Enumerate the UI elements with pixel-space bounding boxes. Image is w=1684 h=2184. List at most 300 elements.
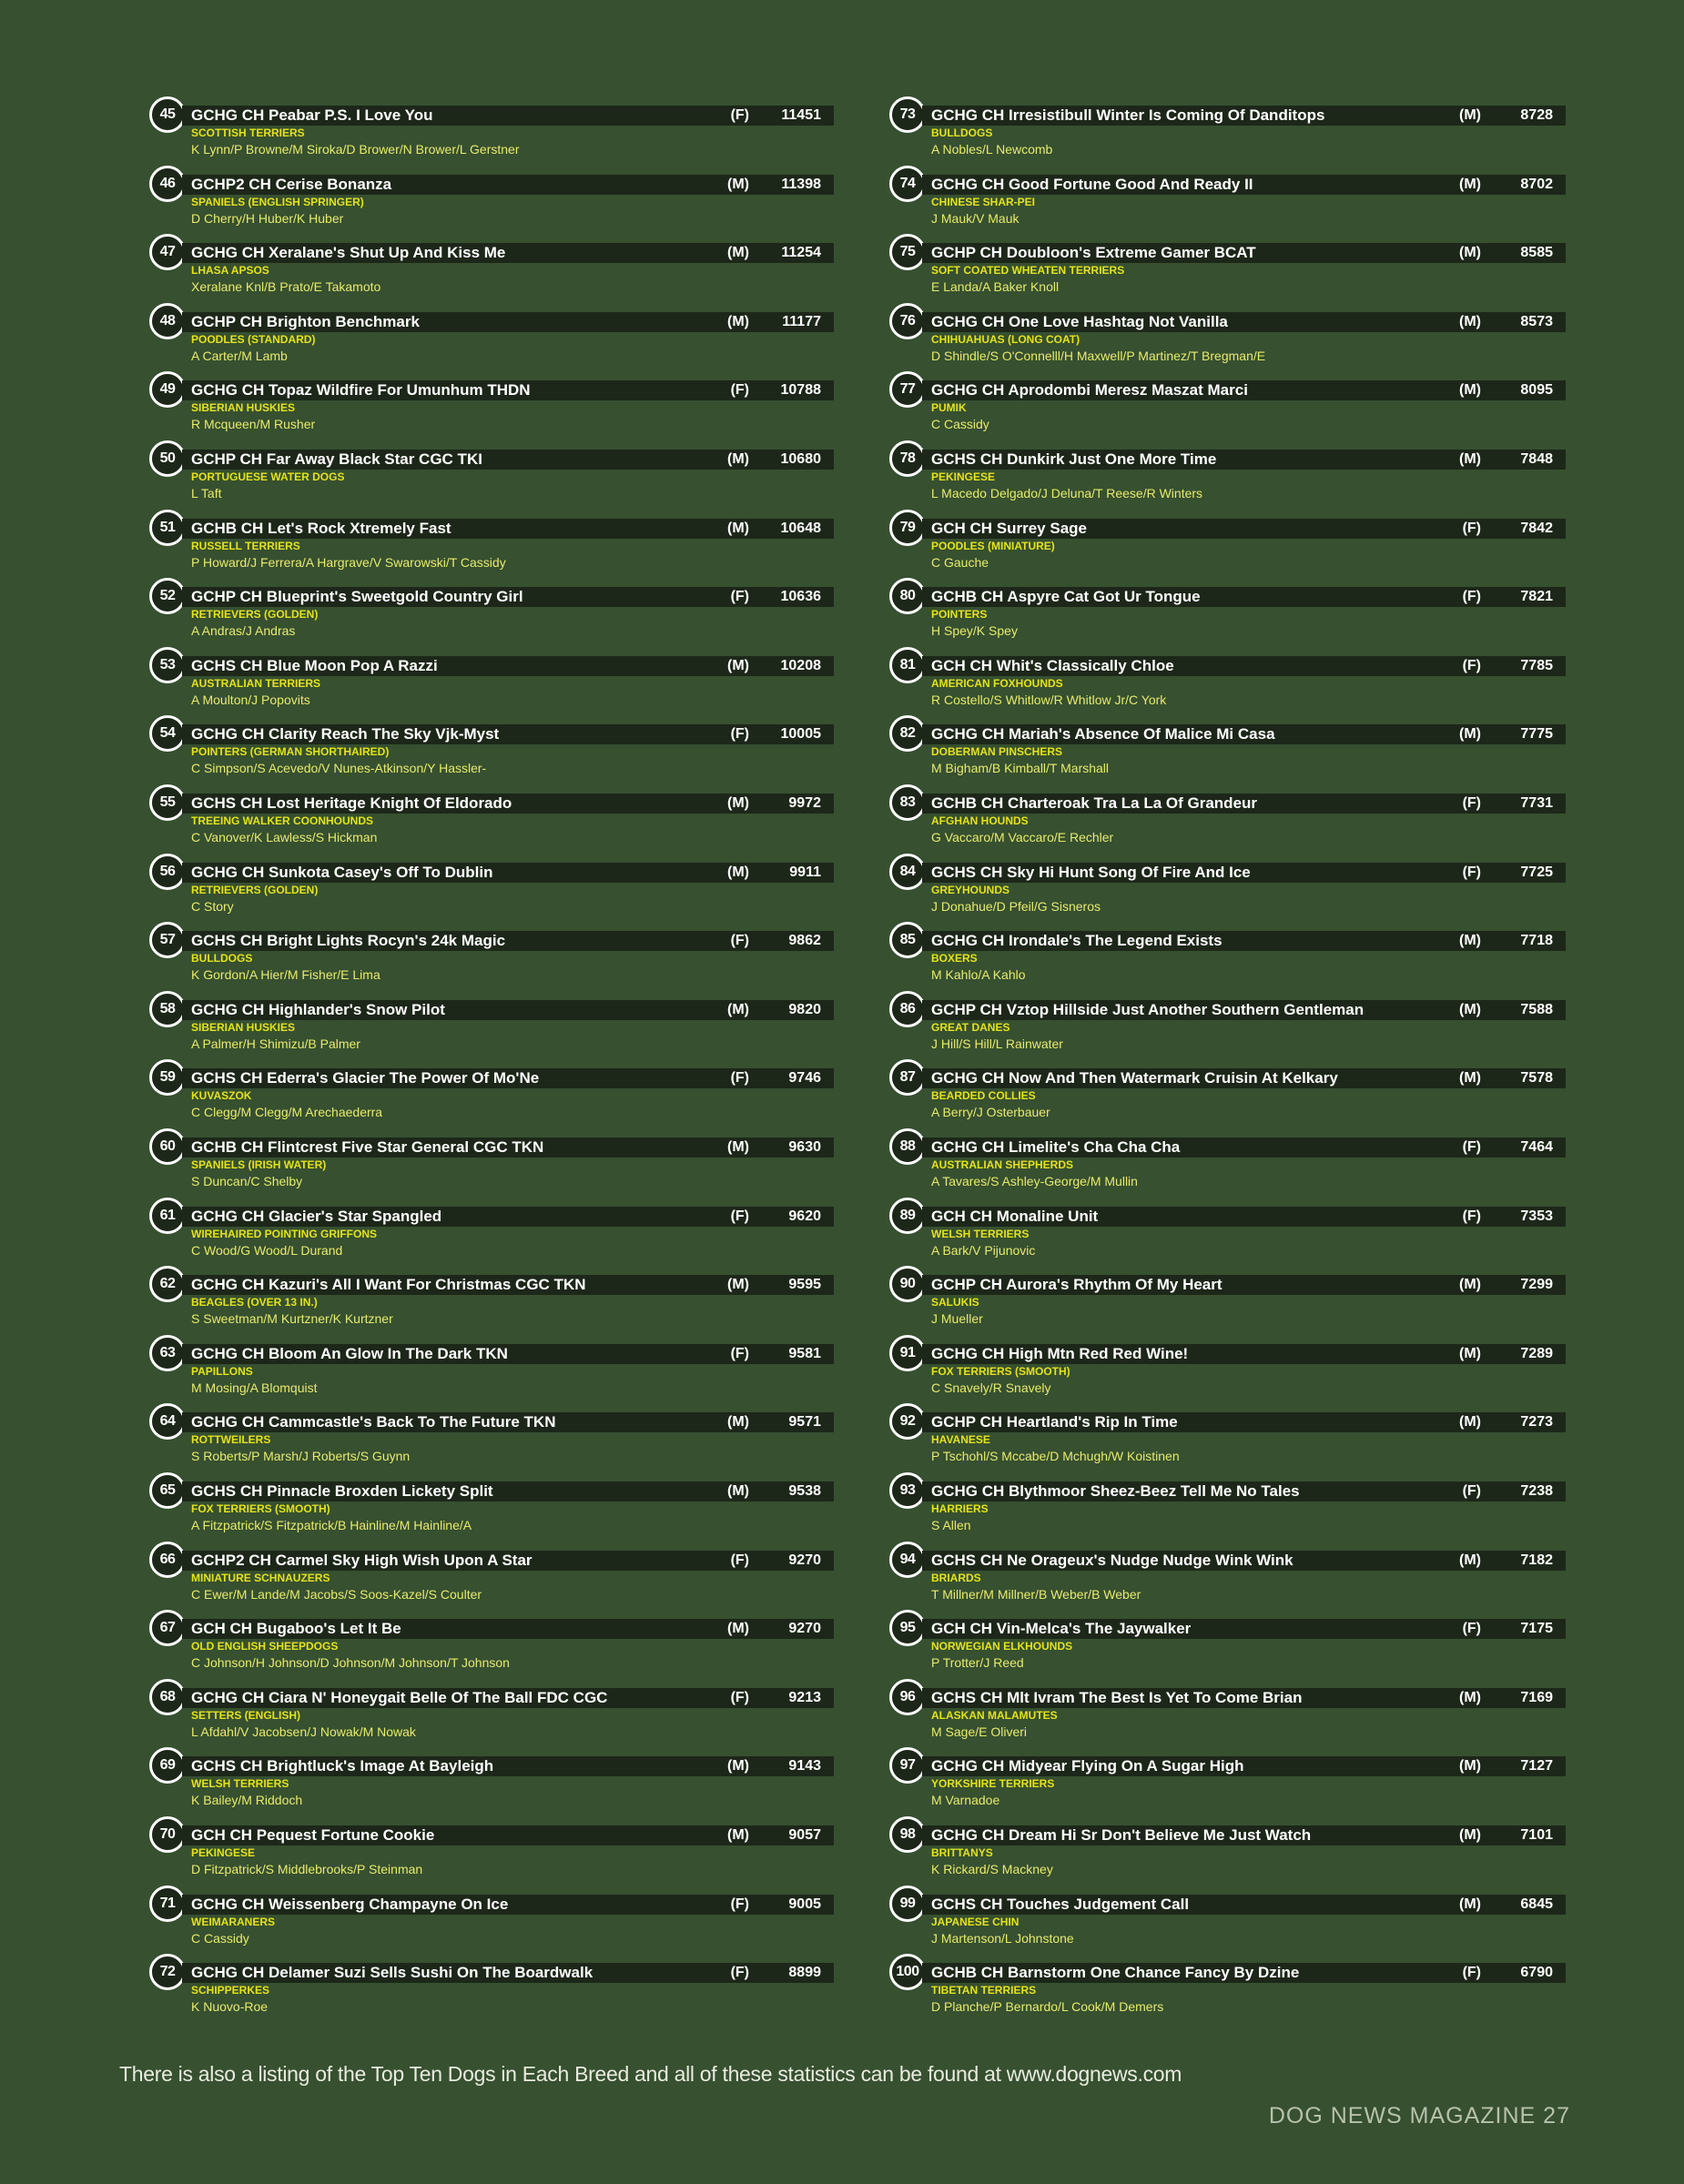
dog-name: GCHG CH Delamer Suzi Sells Sushi On The Boardwalk: [191, 1964, 593, 1982]
ranking-entry: [886, 1266, 1566, 1335]
dog-breed: BOXERS: [931, 952, 978, 966]
entry-title-bar: [182, 1344, 834, 1364]
dog-owners: M Bigham/B Kimball/T Marshall: [931, 761, 1110, 776]
ranking-entry: [146, 922, 834, 991]
dog-owners: A Nobles/L Newcomb: [931, 142, 1053, 157]
dog-points: 8728: [1520, 107, 1553, 123]
dog-breed: DOBERMAN PINSCHERS: [931, 745, 1063, 759]
dog-points: 7842: [1520, 520, 1553, 536]
dog-name: GCH CH Whit's Classically Chloe: [931, 656, 1174, 674]
rank-badge: 87: [889, 1059, 926, 1096]
ranking-entry: [886, 1403, 1566, 1472]
rank-badge: 100: [889, 1954, 926, 1990]
dog-owners: L Macedo Delgado/J Deluna/T Reese/R Winters: [931, 486, 1203, 500]
dog-points: 7464: [1520, 1139, 1553, 1155]
ranking-entry: [146, 1542, 834, 1611]
dog-points: 9862: [788, 933, 821, 949]
entry-title-bar: [182, 519, 834, 539]
dog-sex: (F): [1462, 1139, 1481, 1155]
entry-title-bar: [182, 1000, 834, 1020]
rank-badge: 77: [889, 371, 926, 408]
rank-badge: 76: [889, 303, 926, 339]
entry-title-bar: [182, 1895, 834, 1915]
rank-badge: 56: [149, 854, 186, 890]
dog-sex: (M): [1459, 176, 1481, 192]
dog-name: GCHG CH Glacier's Star Spangled: [191, 1207, 442, 1225]
dog-owners: C Clegg/M Clegg/M Arechaederra: [191, 1105, 383, 1120]
dog-sex: (M): [1459, 451, 1481, 467]
dog-sex: (M): [727, 864, 749, 880]
entry-title-bar: [922, 1000, 1566, 1020]
dog-breed: GREAT DANES: [931, 1020, 1010, 1034]
entry-title-bar: [922, 587, 1566, 607]
ranking-entry: [886, 1472, 1566, 1542]
rank-badge: 61: [149, 1198, 186, 1234]
rank-badge: 83: [889, 784, 926, 821]
ranking-entry: [146, 784, 834, 854]
dog-sex: (M): [1459, 382, 1481, 399]
ranking-entry: [886, 1747, 1566, 1816]
dog-breed: POODLES (STANDARD): [191, 332, 316, 346]
dog-points: 7353: [1520, 1208, 1553, 1224]
dog-breed: WIREHAIRED POINTING GRIFFONS: [191, 1227, 377, 1240]
dog-points: 7127: [1520, 1758, 1553, 1774]
dog-points: 7775: [1520, 726, 1553, 743]
dog-points: 8585: [1520, 245, 1553, 261]
entry-title-bar: [922, 1275, 1566, 1295]
ranking-entry: [886, 1886, 1566, 1955]
dog-breed: PEKINGESE: [931, 470, 996, 483]
dog-sex: (M): [1459, 313, 1481, 329]
rank-badge: 81: [889, 647, 926, 683]
dog-name: GCHS CH Bright Lights Rocyn's 24k Magic: [191, 932, 506, 950]
dog-name: GCHS CH Touches Judgement Call: [931, 1895, 1190, 1913]
dog-breed: AMERICAN FOXHOUNDS: [931, 676, 1063, 690]
rank-badge: 62: [149, 1266, 186, 1302]
ranking-entry: [146, 371, 834, 440]
dog-points: 9595: [788, 1277, 821, 1293]
entry-title-bar: [922, 380, 1566, 400]
dog-owners: C Wood/G Wood/L Durand: [191, 1242, 343, 1258]
footer-note: There is also a listing of the Top Ten Dogs in Each Breed and all of these statistics can be found at www.dognews.com: [119, 2062, 1182, 2086]
dog-name: GCHG CH Highlander's Snow Pilot: [191, 1000, 445, 1018]
dog-sex: (F): [730, 589, 749, 605]
dog-points: 8899: [788, 1965, 821, 1981]
ranking-entry: [886, 922, 1566, 991]
dog-breed: TREEING WALKER COONHOUNDS: [191, 814, 374, 827]
dog-name: GCHG CH Blythmoor Sheez-Beez Tell Me No Tales: [931, 1482, 1300, 1500]
dog-breed: AFGHAN HOUNDS: [931, 814, 1029, 827]
dog-owners: A Palmer/H Shimizu/B Palmer: [191, 1036, 360, 1051]
dog-points: 9270: [788, 1552, 821, 1568]
ranking-entry: [146, 303, 834, 372]
entry-title-bar: [922, 1619, 1566, 1639]
dog-sex: (F): [1462, 1483, 1481, 1499]
dog-sex: (F): [1462, 1965, 1481, 1981]
rank-badge: 78: [889, 440, 926, 477]
dog-sex: (M): [1459, 1001, 1481, 1017]
rank-badge: 82: [889, 715, 926, 752]
rank-badge: 89: [889, 1198, 926, 1234]
dog-breed: PUMIK: [931, 401, 967, 415]
dog-sex: (M): [727, 176, 749, 192]
dog-breed: CHIHUAHUAS (LONG COAT): [931, 332, 1080, 346]
dog-sex: (F): [1462, 864, 1481, 880]
dog-owners: T Millner/M Millner/B Weber/B Weber: [931, 1586, 1141, 1602]
dog-sex: (F): [730, 1552, 749, 1568]
dog-sex: (F): [730, 1345, 749, 1361]
rank-badge: 97: [889, 1747, 926, 1784]
dog-sex: (F): [1462, 1208, 1481, 1224]
dog-points: 11451: [781, 107, 821, 123]
dog-breed: BRIARDS: [931, 1571, 981, 1584]
rank-badge: 71: [149, 1886, 186, 1922]
dog-points: 9630: [788, 1139, 821, 1155]
dog-owners: D Planche/P Bernardo/L Cook/M Demers: [931, 1999, 1164, 2015]
dog-breed: SPANIELS (ENGLISH SPRINGER): [191, 195, 364, 208]
ranking-entry: [886, 991, 1566, 1060]
dog-owners: Xeralane Knl/B Prato/E Takamoto: [191, 279, 381, 295]
dog-breed: RETRIEVERS (GOLDEN): [191, 608, 319, 622]
dog-points: 7299: [1520, 1277, 1553, 1293]
dog-owners: S Allen: [931, 1518, 971, 1532]
dog-breed: SPANIELS (IRISH WATER): [191, 1158, 327, 1171]
dog-breed: RUSSELL TERRIERS: [191, 539, 300, 552]
dog-breed: RETRIEVERS (GOLDEN): [191, 883, 319, 896]
dog-points: 11254: [781, 245, 821, 261]
dog-owners: S Duncan/C Shelby: [191, 1174, 303, 1188]
dog-breed: BEAGLES (OVER 13 IN.): [191, 1296, 318, 1309]
dog-breed: POODLES (MINIATURE): [931, 539, 1055, 552]
ranking-entry: [886, 715, 1566, 784]
dog-name: GCHG CH Dream Hi Sr Don't Believe Me Just Watch: [931, 1826, 1312, 1844]
dog-sex: (F): [730, 382, 749, 399]
dog-name: GCHS CH Dunkirk Just One More Time: [931, 450, 1217, 468]
dog-sex: (M): [727, 1827, 749, 1843]
dog-breed: SETTERS (ENGLISH): [191, 1708, 301, 1722]
dog-breed: WEIMARANERS: [191, 1915, 275, 1928]
dog-name: GCHG CH High Mtn Red Red Wine!: [931, 1344, 1189, 1362]
dog-owners: C Snavely/R Snavely: [931, 1380, 1051, 1395]
rank-badge: 80: [889, 578, 926, 614]
entry-title-bar: [922, 1138, 1566, 1158]
page-folio: DOG NEWS MAGAZINE 27: [1268, 2103, 1570, 2128]
dog-name: GCHS CH Ederra's Glacier The Power Of Mo'Ne: [191, 1069, 540, 1087]
entry-title-bar: [182, 1481, 834, 1502]
dog-breed: LHASA APSOS: [191, 264, 269, 278]
dog-name: GCHG CH Bloom An Glow In The Dark TKN: [191, 1344, 508, 1362]
dog-breed: PEKINGESE: [191, 1846, 256, 1859]
dog-sex: (M): [727, 520, 749, 536]
ranking-entry: [146, 1335, 834, 1404]
dog-owners: H Spey/K Spey: [931, 623, 1018, 639]
dog-sex: (F): [1462, 520, 1481, 536]
dog-points: 10208: [780, 657, 821, 673]
dog-breed: POINTERS (GERMAN SHORTHAIRED): [191, 745, 390, 759]
ranking-entry: [146, 1403, 834, 1472]
dog-owners: D Cherry/H Huber/K Huber: [191, 210, 344, 226]
dog-sex: (F): [730, 933, 749, 949]
entry-title-bar: [922, 863, 1566, 883]
ranking-entry: [886, 854, 1566, 923]
dog-name: GCHB CH Barnstorm One Chance Fancy By Dzine: [931, 1964, 1300, 1982]
dog-points: 10788: [780, 382, 821, 399]
ranking-entry: [886, 1198, 1566, 1267]
entry-title-bar: [922, 1068, 1566, 1088]
entry-title-bar: [182, 312, 834, 332]
entry-title-bar: [922, 1481, 1566, 1502]
dog-sex: (M): [1459, 1277, 1481, 1293]
dog-owners: D Shindle/S O'Connelll/H Maxwell/P Martinez/T Bregman/E: [931, 348, 1266, 363]
ranking-entry: [146, 1816, 834, 1886]
dog-sex: (M): [727, 1483, 749, 1499]
rank-badge: 59: [149, 1059, 186, 1096]
dog-sex: (M): [1459, 933, 1481, 949]
dog-owners: K Lynn/P Browne/M Siroka/D Brower/N Brower/L Gerstner: [191, 142, 520, 157]
dog-owners: C Gauche: [931, 554, 989, 570]
dog-owners: M Sage/E Oliveri: [931, 1724, 1028, 1739]
dog-owners: C Simpson/S Acevedo/V Nunes-Atkinson/Y Hassler-: [191, 761, 487, 776]
dog-sex: (F): [730, 1965, 749, 1981]
dog-name: GCHP CH Blueprint's Sweetgold Country Girl: [191, 588, 523, 606]
dog-breed: FOX TERRIERS (SMOOTH): [191, 1502, 330, 1515]
dog-name: GCHG CH Xeralane's Shut Up And Kiss Me: [191, 244, 506, 262]
rank-badge: 65: [149, 1472, 186, 1509]
rank-badge: 67: [149, 1610, 186, 1646]
dog-points: 9571: [788, 1414, 821, 1431]
dog-owners: L Afdahl/V Jacobsen/J Nowak/M Nowak: [191, 1724, 416, 1739]
rank-badge: 84: [889, 854, 926, 890]
dog-breed: SOFT COATED WHEATEN TERRIERS: [931, 264, 1125, 278]
ranking-entry: [886, 784, 1566, 854]
dog-points: 7238: [1520, 1483, 1553, 1499]
ranking-entry: [886, 578, 1566, 647]
dog-owners: M Mosing/A Blomquist: [191, 1380, 318, 1395]
dog-name: GCH CH Vin-Melca's The Jaywalker: [931, 1620, 1192, 1638]
rank-badge: 47: [149, 234, 186, 270]
dog-sex: (M): [1459, 726, 1481, 743]
dog-name: GCH CH Bugaboo's Let It Be: [191, 1620, 401, 1638]
rank-badge: 91: [889, 1335, 926, 1371]
rank-badge: 60: [149, 1128, 186, 1165]
dog-owners: C Johnson/H Johnson/D Johnson/M Johnson/T Johnson: [191, 1655, 510, 1671]
dog-owners: A Bark/V Pijunovic: [931, 1242, 1036, 1258]
rank-badge: 57: [149, 922, 186, 958]
entry-title-bar: [182, 1619, 834, 1639]
entry-title-bar: [922, 656, 1566, 676]
entry-title-bar: [182, 1138, 834, 1158]
dog-points: 7848: [1520, 451, 1553, 467]
rank-badge: 48: [149, 303, 186, 339]
rank-badge: 70: [149, 1816, 186, 1853]
entry-title-bar: [182, 587, 834, 607]
entry-title-bar: [922, 1412, 1566, 1432]
dog-name: GCH CH Surrey Sage: [931, 519, 1087, 537]
entry-title-bar: [182, 1825, 834, 1845]
dog-name: GCHG CH Limelite's Cha Cha Cha: [931, 1138, 1181, 1156]
entry-title-bar: [922, 794, 1566, 814]
dog-owners: A Carter/M Lamb: [191, 348, 288, 363]
ranking-entry: [886, 96, 1566, 166]
dog-owners: P Howard/J Ferrera/A Hargrave/V Swarowski/T Cassidy: [191, 554, 506, 570]
dog-breed: WELSH TERRIERS: [931, 1227, 1030, 1240]
dog-name: GCHG CH Sunkota Casey's Off To Dublin: [191, 863, 493, 881]
dog-breed: SCOTTISH TERRIERS: [191, 126, 305, 139]
ranking-entry: [886, 303, 1566, 372]
entry-title-bar: [922, 1344, 1566, 1364]
dog-breed: YORKSHIRE TERRIERS: [931, 1777, 1055, 1791]
entry-title-bar: [922, 931, 1566, 951]
rank-badge: 72: [149, 1954, 186, 1990]
dog-owners: C Ewer/M Lande/M Jacobs/S Soos-Kazel/S Coulter: [191, 1586, 482, 1602]
dog-name: GCHB CH Aspyre Cat Got Ur Tongue: [931, 588, 1201, 606]
dog-points: 6845: [1520, 1896, 1553, 1912]
dog-owners: K Rickard/S Mackney: [931, 1862, 1053, 1876]
ranking-entry: [886, 1128, 1566, 1198]
ranking-entry: [886, 1816, 1566, 1886]
dog-name: GCHS CH Blue Moon Pop A Razzi: [191, 656, 438, 674]
dog-sex: (M): [727, 657, 749, 673]
entry-title-bar: [182, 1551, 834, 1571]
ranking-entry: [146, 991, 834, 1060]
dog-name: GCHS CH Brightluck's Image At Bayleigh: [191, 1757, 494, 1775]
dog-sex: (M): [1459, 1552, 1481, 1568]
dog-points: 7289: [1520, 1345, 1553, 1361]
dog-name: GCHS CH Lost Heritage Knight Of Eldorado: [191, 794, 512, 812]
entry-title-bar: [922, 1963, 1566, 1983]
dog-breed: TIBETAN TERRIERS: [931, 1984, 1037, 1997]
dog-points: 7182: [1520, 1552, 1553, 1568]
ranking-entry: [146, 1747, 834, 1816]
dog-breed: OLD ENGLISH SHEEPDOGS: [191, 1640, 339, 1653]
dog-breed: AUSTRALIAN TERRIERS: [191, 676, 321, 690]
dog-breed: NORWEGIAN ELKHOUNDS: [931, 1640, 1073, 1653]
dog-sex: (M): [1459, 1758, 1481, 1774]
entry-title-bar: [182, 106, 834, 126]
dog-owners: L Taft: [191, 486, 222, 500]
dog-points: 10680: [780, 451, 821, 467]
dog-owners: K Gordon/A Hier/M Fisher/E Lima: [191, 967, 380, 983]
entry-title-bar: [182, 1275, 834, 1295]
dog-owners: M Varnadoe: [931, 1793, 1000, 1808]
dog-breed: SIBERIAN HUSKIES: [191, 1020, 296, 1034]
dog-points: 9143: [788, 1758, 821, 1774]
ranking-entry: [886, 510, 1566, 579]
dog-sex: (M): [727, 313, 749, 329]
ranking-entry: [146, 1059, 834, 1128]
rank-badge: 95: [889, 1610, 926, 1646]
dog-owners: J Hill/S Hill/L Rainwater: [931, 1036, 1063, 1051]
rank-badge: 96: [889, 1679, 926, 1715]
dog-name: GCHG CH Cammcastle's Back To The Future TKN: [191, 1413, 556, 1431]
dog-breed: CHINESE SHAR-PEI: [931, 195, 1036, 208]
dog-breed: ALASKAN MALAMUTES: [931, 1708, 1058, 1722]
rank-badge: 86: [889, 991, 926, 1027]
dog-points: 9581: [788, 1345, 821, 1361]
rank-badge: 53: [149, 647, 186, 683]
dog-sex: (M): [727, 1414, 749, 1431]
dog-name: GCHG CH Irresistibull Winter Is Coming Of Danditops: [931, 106, 1325, 124]
dog-points: 7169: [1520, 1689, 1553, 1705]
rank-badge: 99: [889, 1886, 926, 1922]
ranking-entry: [146, 96, 834, 166]
dog-sex: (M): [727, 795, 749, 811]
dog-name: GCHP CH Vztop Hillside Just Another Southern Gentleman: [931, 1000, 1364, 1018]
dog-owners: C Cassidy: [191, 1930, 249, 1946]
rank-badge: 51: [149, 510, 186, 546]
ranking-entry: [886, 1679, 1566, 1748]
dog-points: 8573: [1520, 313, 1553, 329]
dog-breed: SIBERIAN HUSKIES: [191, 401, 296, 415]
entry-title-bar: [182, 724, 834, 744]
dog-sex: (M): [727, 1001, 749, 1017]
dog-points: 9746: [788, 1070, 821, 1087]
dog-points: 7725: [1520, 864, 1553, 880]
dog-owners: R Costello/S Whitlow/R Whitlow Jr/C York: [931, 692, 1167, 707]
dog-name: GCHG CH Peabar P.S. I Love You: [191, 106, 433, 124]
dog-name: GCHG CH Midyear Flying On A Sugar High: [931, 1757, 1244, 1775]
dog-sex: (M): [727, 451, 749, 467]
dog-name: GCHS CH Pinnacle Broxden Lickety Split: [191, 1482, 493, 1500]
dog-name: GCHG CH Now And Then Watermark Cruisin At Kelkary: [931, 1069, 1338, 1087]
rank-badge: 68: [149, 1679, 186, 1715]
dog-name: GCHB CH Flintcrest Five Star General CGC TKN: [191, 1138, 544, 1156]
dog-points: 7718: [1520, 933, 1553, 949]
dog-points: 7578: [1520, 1070, 1553, 1087]
dog-sex: (F): [730, 1689, 749, 1705]
dog-owners: K Nuovo-Roe: [191, 1999, 269, 2015]
dog-points: 7821: [1520, 589, 1553, 605]
dog-breed: POINTERS: [931, 608, 988, 622]
dog-name: GCHP CH Doubloon's Extreme Gamer BCAT: [931, 244, 1256, 262]
dog-owners: S Sweetman/M Kurtzner/K Kurtzner: [191, 1311, 393, 1327]
dog-name: GCHB CH Let's Rock Xtremely Fast: [191, 519, 451, 537]
dog-points: 6790: [1520, 1965, 1553, 1981]
entry-title-bar: [922, 106, 1566, 126]
ranking-entry: [146, 1954, 834, 2023]
dog-sex: (F): [1462, 657, 1481, 673]
entry-title-bar: [182, 794, 834, 814]
dog-points: 10005: [780, 726, 821, 743]
dog-name: GCHG CH Weissenberg Champayne On Ice: [191, 1895, 509, 1913]
ranking-entry: [886, 371, 1566, 440]
rank-badge: 85: [889, 922, 926, 958]
dog-sex: (F): [1462, 795, 1481, 811]
ranking-entry: [146, 166, 834, 235]
dog-sex: (M): [1459, 107, 1481, 123]
dog-points: 7175: [1520, 1621, 1553, 1637]
dog-owners: M Kahlo/A Kahlo: [931, 967, 1026, 983]
ranking-entry: [146, 1472, 834, 1542]
dog-points: 7731: [1520, 795, 1553, 811]
ranking-entry: [886, 234, 1566, 303]
dog-name: GCHG CH Kazuri's All I Want For Christmas CGC TKN: [191, 1276, 586, 1294]
dog-owners: A Berry/J Osterbauer: [931, 1105, 1050, 1120]
entry-title-bar: [922, 450, 1566, 470]
dog-points: 9213: [788, 1689, 821, 1705]
ranking-entry: [886, 1542, 1566, 1611]
entry-title-bar: [182, 380, 834, 400]
dog-points: 9538: [788, 1483, 821, 1499]
dog-name: GCHP2 CH Carmel Sky High Wish Upon A Star: [191, 1551, 533, 1569]
dog-sex: (F): [1462, 1621, 1481, 1637]
dog-points: 9620: [788, 1208, 821, 1224]
dog-points: 7101: [1520, 1827, 1553, 1843]
ranking-entry: [146, 647, 834, 716]
dog-sex: (M): [1459, 1345, 1481, 1361]
dog-sex: (F): [730, 1070, 749, 1087]
rank-badge: 54: [149, 715, 186, 752]
